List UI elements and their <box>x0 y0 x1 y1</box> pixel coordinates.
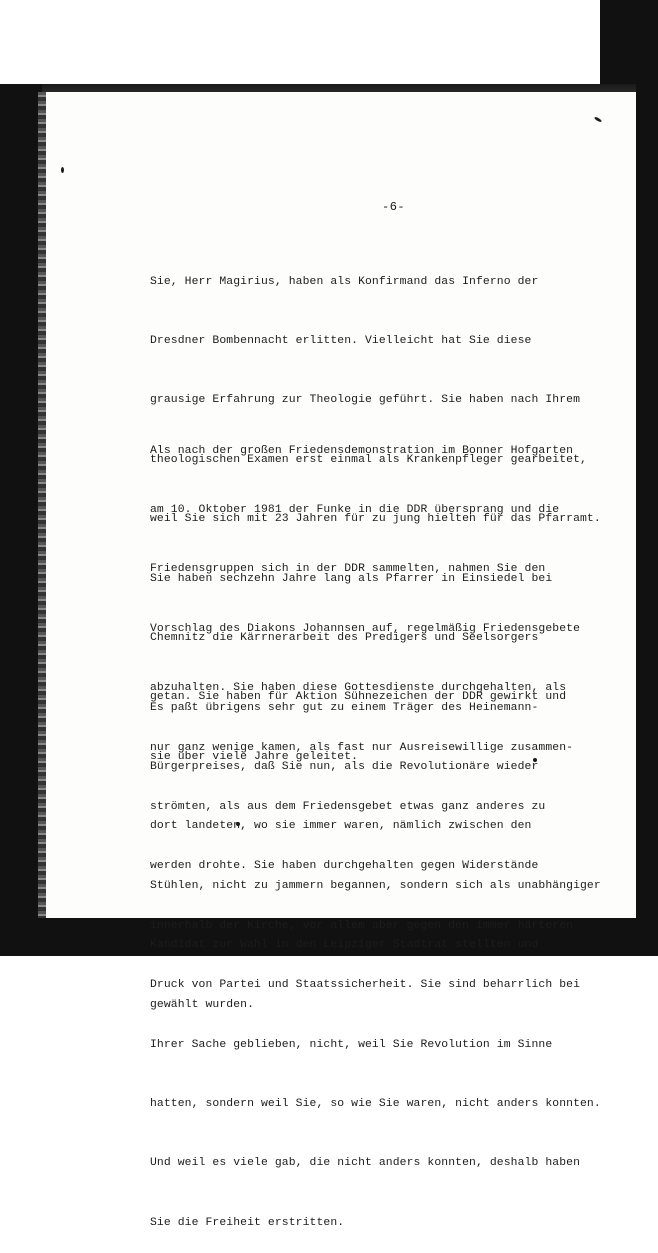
scan-right-edge <box>636 84 658 956</box>
text-line: Druck von Partei und Staatssicherheit. Sie sind beharrlich bei <box>150 979 581 992</box>
text-line: sie über viele Jahre geleitet. <box>150 750 359 763</box>
text-line: nur ganz wenige kamen, als fast nur Ausreisewillige zusammen- <box>150 741 574 754</box>
text-line: Kandidat zur Wahl in den Leipziger Stadtrat stellten und <box>150 939 539 952</box>
text-line: strömten, als aus dem Friedensgebet etwas ganz anderes zu <box>150 800 546 813</box>
scan-top-right-shadow <box>600 0 658 92</box>
text-line: gewählt wurden. <box>150 998 255 1011</box>
text-line: Vorschlag des Diakons Johannsen auf, regelmäßig Friedensgebete <box>150 622 581 635</box>
text-line: am 10. Oktober 1981 der Funke in die DDR übersprang und die <box>150 503 560 516</box>
text-line: Ihrer Sache geblieben, nicht, weil Sie Revolution im Sinne <box>150 1038 553 1051</box>
text-line: werden drohte. Sie haben durchgehalten gegen Widerstände <box>150 860 539 873</box>
text-line: Und weil es viele gab, die nicht anders konnten, deshalb haben <box>150 1157 581 1170</box>
text-line: Bürgerpreises, daß Sie nun, als die Revolutionäre wieder <box>150 760 539 773</box>
text-line: hatten, sondern weil Sie, so wie Sie waren, nicht anders konnten. <box>150 1097 601 1110</box>
text-line: Sie die Freiheit erstritten. <box>150 1216 345 1229</box>
scan-left-binding <box>38 92 46 956</box>
text-line: weil Sie sich mit 23 Jahren für zu jung hielten für das Pfarramt. <box>150 513 601 526</box>
text-line: grausige Erfahrung zur Theologie geführt. Sie haben nach Ihrem <box>150 394 581 407</box>
text-line: Als nach der großen Friedensdemonstration im Bonner Hofgarten <box>150 444 574 457</box>
text-line: theologischen Examen erst einmal als Krankenpfleger gearbeitet, <box>150 453 587 466</box>
scan-top-margin <box>0 0 658 92</box>
text-line: Friedensgruppen sich in der DDR sammelten, nahmen Sie den <box>150 563 546 576</box>
text-line: Es paßt übrigens sehr gut zu einem Träger des Heinemann- <box>150 701 539 714</box>
text-line: innerhalb der Kirche, vor allem aber gegen den immer härteren <box>150 919 574 932</box>
text-line: Dresdner Bombennacht erlitten. Vielleicht hat Sie diese <box>150 334 532 347</box>
scan-left-edge <box>0 84 42 956</box>
text-line: Chemnitz die Kärrnerarbeit des Predigers und Seelsorgers <box>150 631 539 644</box>
text-line: Sie haben sechzehn Jahre lang als Pfarrer in Einsiedel bei <box>150 572 553 585</box>
text-line: getan. Sie haben für Aktion Sühnezeichen der DDR gewirkt und <box>150 691 567 704</box>
page-number: -6- <box>382 200 406 214</box>
paragraph-3 <box>150 659 626 1035</box>
text-line: Stühlen, nicht zu jammern begannen, sondern sich als unabhängiger <box>150 879 601 892</box>
text-line: abzuhalten. Sie haben diese Gottesdienste durchgehalten, als <box>150 682 567 695</box>
text-line: Sie, Herr Magirius, haben als Konfirmand das Inferno der <box>150 275 539 288</box>
text-line: dort landeten, wo sie immer waren, nämlich zwischen den <box>150 820 532 833</box>
scan-speck <box>61 167 64 173</box>
